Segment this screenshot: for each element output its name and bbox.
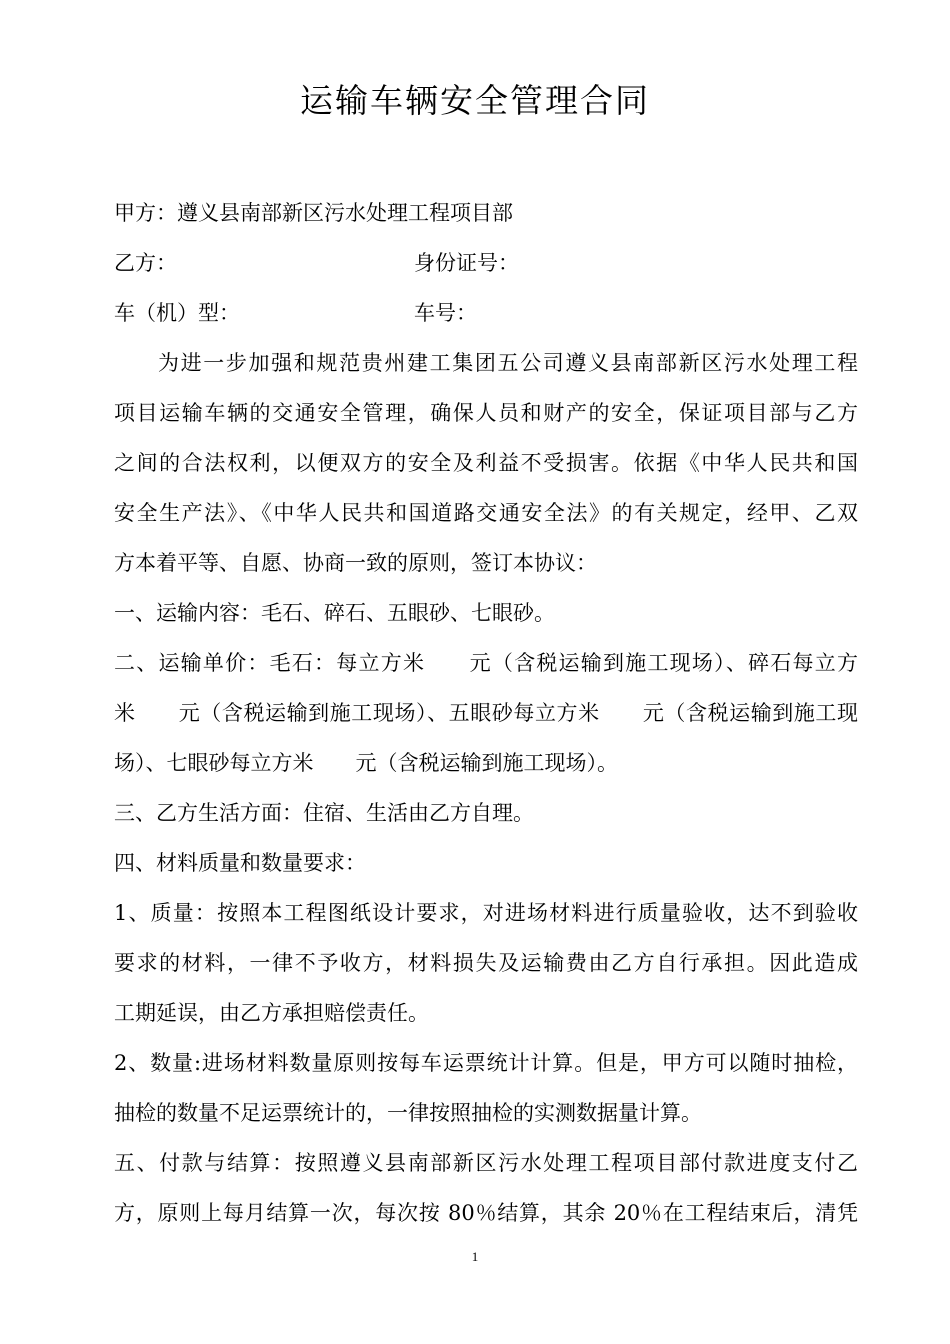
section-1-transport-content: 一、运输内容：毛石、碎石、五眼砂、七眼砂。: [114, 601, 555, 625]
vehicle-line: [114, 288, 858, 338]
page-number: 1: [471, 1249, 479, 1264]
document-body: [114, 188, 858, 1238]
intro-line-4: 安全生产法》、《中华人民共和国道路交通安全法》的有关规定，经甲、乙双: [114, 501, 858, 525]
section-2-line-3: 场）、七眼砂每立方米 元（含税运输到施工现场）。: [114, 751, 618, 775]
section-5-line-1: 五、付款与结算：按照遵义县南部新区污水处理工程项目部付款进度支付乙: [114, 1151, 858, 1175]
section-2-line-1: 二、运输单价：毛石：每立方米 元（含税运输到施工现场）、碎石每立方: [114, 651, 858, 675]
party-a-line: 甲方：遵义县南部新区污水处理工程项目部: [114, 201, 513, 225]
section-5-line-2: 方，原则上每月结算一次，每次按 80％结算，其余 20％在工程结束后，清凭: [114, 1201, 858, 1225]
party-b-line: [114, 238, 858, 288]
section-4-1-line-3: 工期延误，由乙方承担赔偿责任。: [114, 1001, 429, 1025]
party-b-label: 乙方：: [114, 251, 177, 275]
intro-line-3: 之间的合法权利，以便双方的安全及利益不受损害。依据《中华人民共和国: [114, 451, 858, 475]
section-4-2-line-2: 抽检的数量不足运票统计的，一律按照抽检的实测数据量计算。: [114, 1101, 702, 1125]
intro-line-1: 为进一步加强和规范贵州建工集团五公司遵义县南部新区污水处理工程: [158, 351, 858, 375]
vehicle-type-label: 车（机）型：: [114, 301, 240, 325]
intro-line-2: 项目运输车辆的交通安全管理，确保人员和财产的安全，保证项目部与乙方: [114, 401, 858, 425]
section-4-2-line-1: 2、数量:进场材料数量原则按每车运票统计计算。但是，甲方可以随时抽检，: [114, 1051, 858, 1075]
id-number-label: 身份证号：: [414, 251, 519, 275]
section-4-heading: 四、材料质量和数量要求：: [114, 851, 366, 875]
plate-number-label: 车号：: [414, 301, 477, 325]
section-4-1-line-1: 1、质量：按照本工程图纸设计要求，对进场材料进行质量验收，达不到验收: [114, 901, 858, 925]
intro-line-5: 方本着平等、自愿、协商一致的原则，签订本协议：: [114, 551, 597, 575]
section-4-1-line-2: 要求的材料，一律不予收方，材料损失及运输费由乙方自行承担。因此造成: [114, 951, 858, 975]
section-3-living: 三、乙方生活方面：住宿、生活由乙方自理。: [114, 801, 534, 825]
document-title: 运输车辆安全管理合同: [300, 81, 650, 120]
section-2-line-2: 米 元（含税运输到施工现场）、五眼砂每立方米 元（含税运输到施工现: [114, 701, 858, 725]
